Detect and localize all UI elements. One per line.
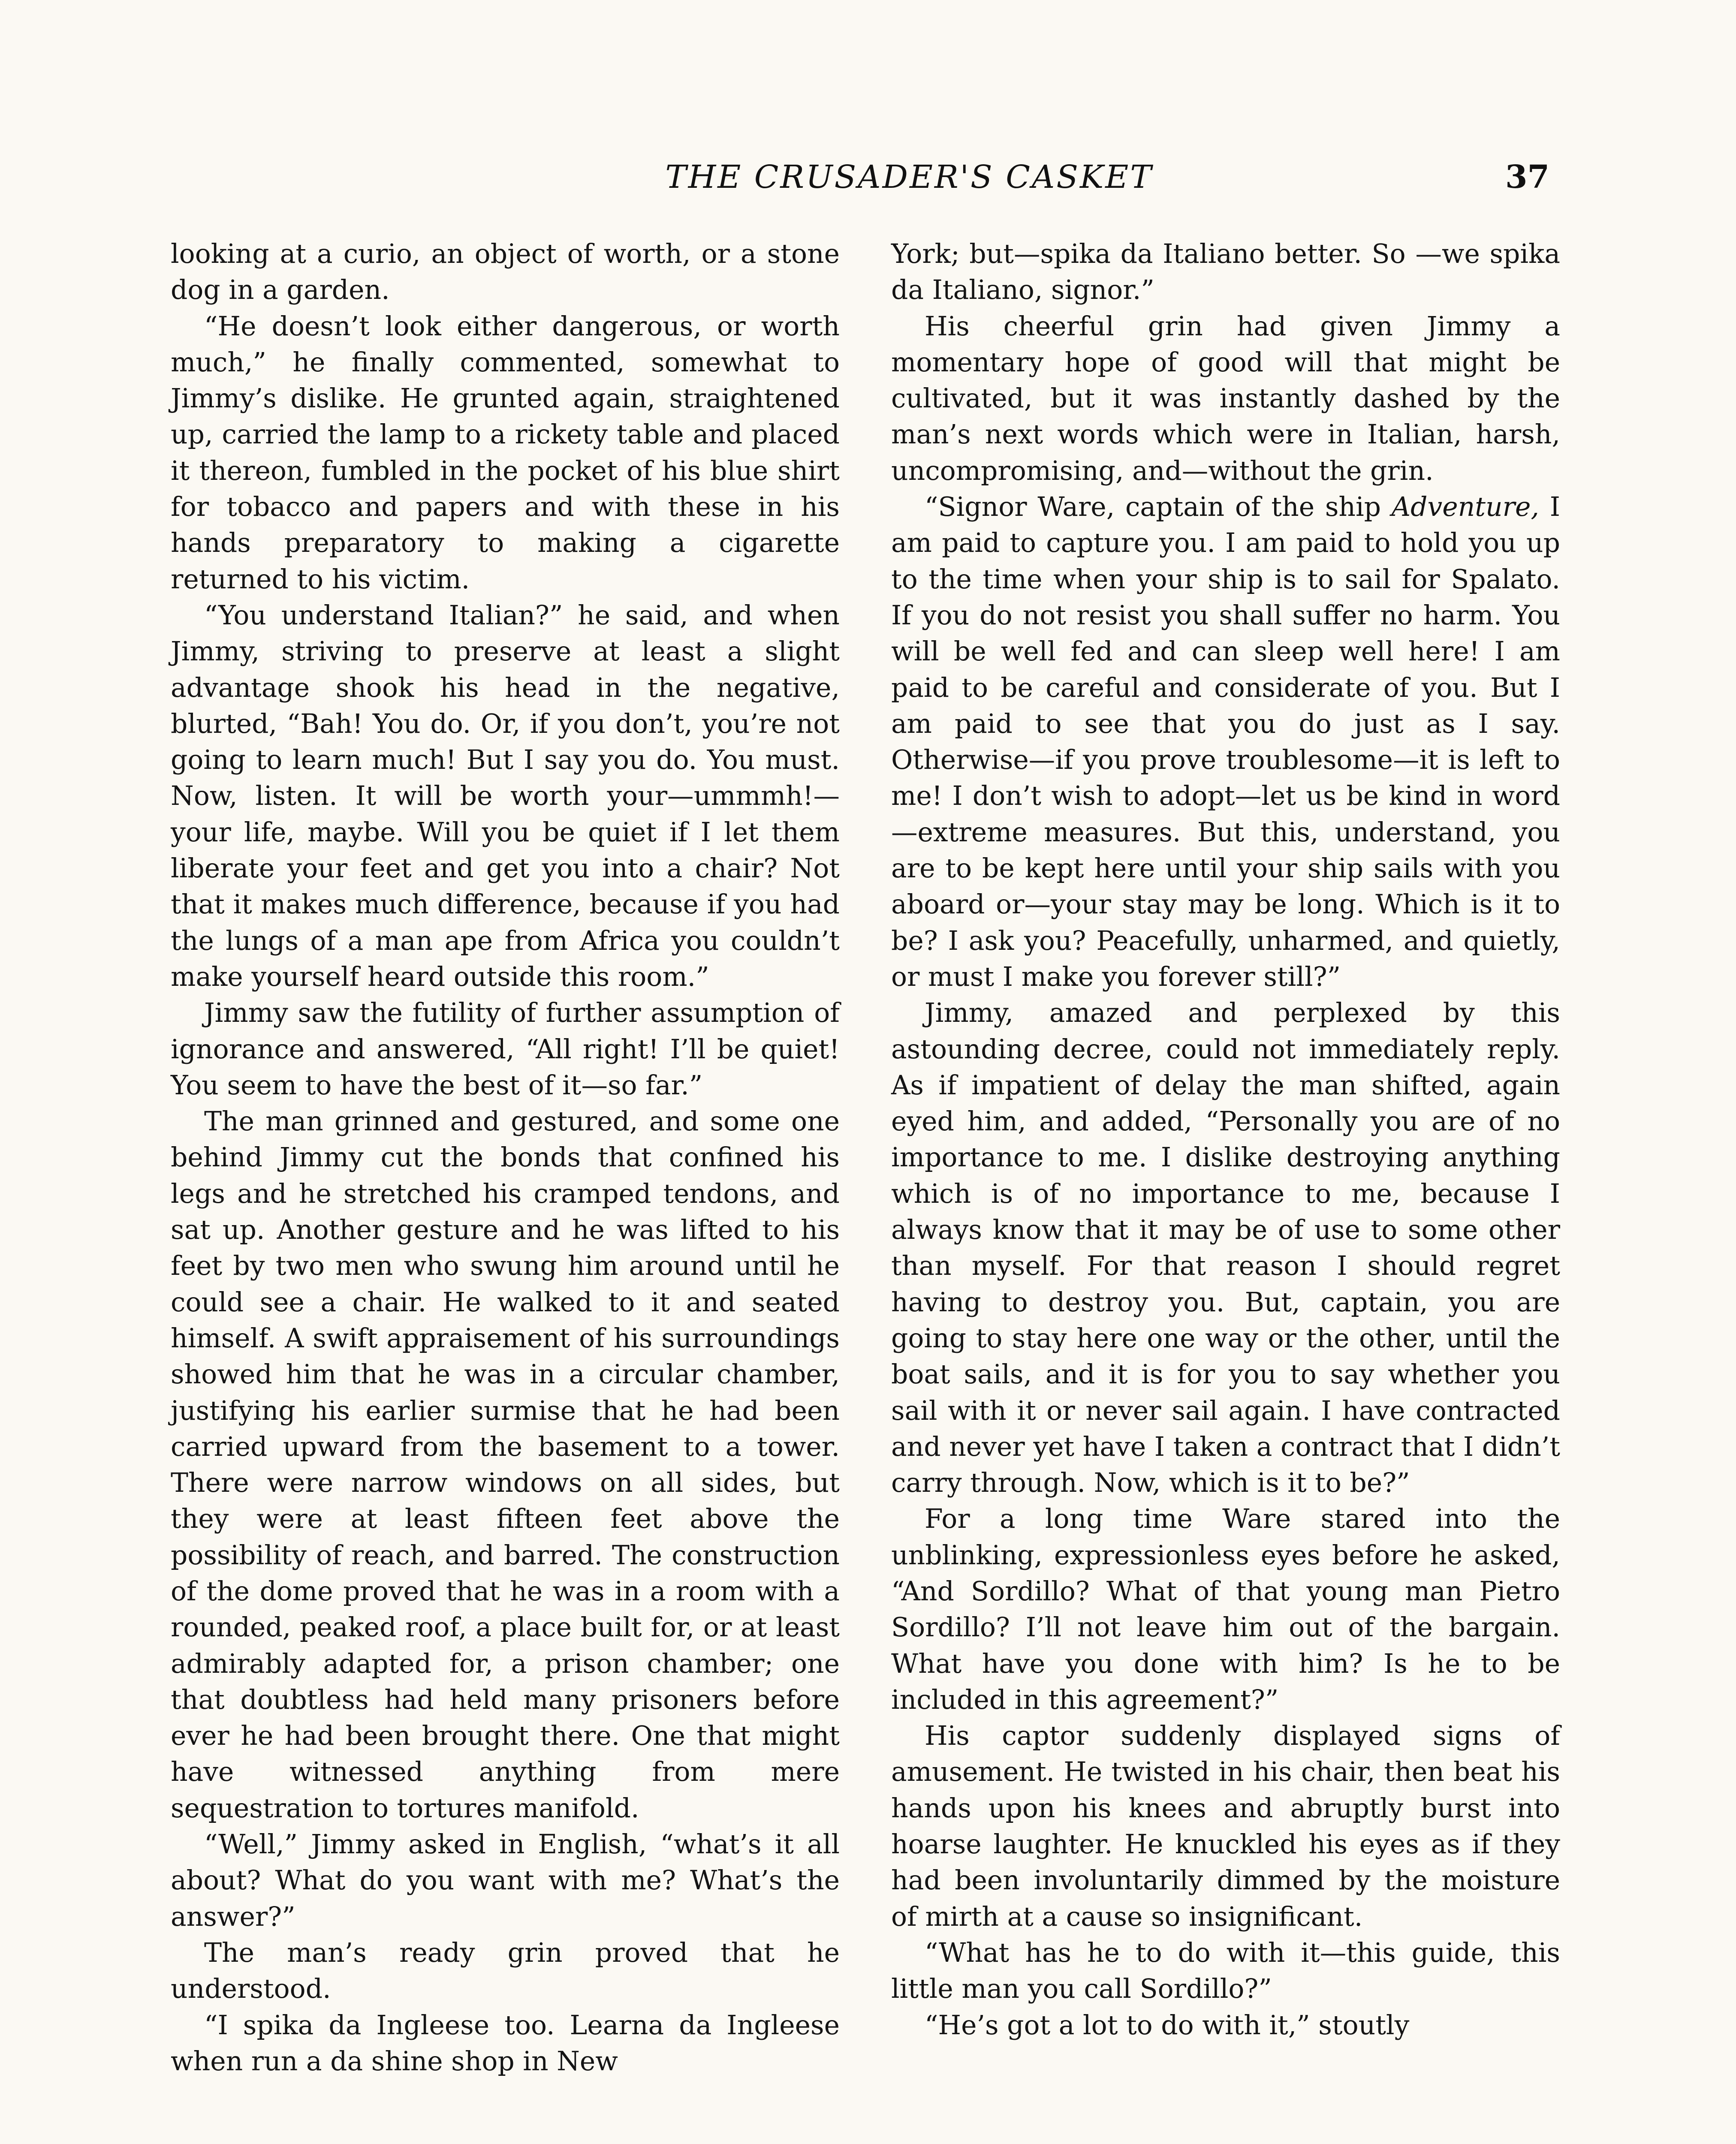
paragraph: “Well,” Jimmy asked in English, “what’s it all about? What do you want with me? What’s the answer?” — [171, 1829, 840, 1932]
paragraph: Jimmy saw the futility of further assumption of ignorance and answered, “All right! I’ll be quiet! You seem to have the best of it—so far.” — [171, 997, 840, 1101]
paragraph: “He’s got a lot to do with it,” stoutly — [925, 2009, 1410, 2041]
right-text-column — [891, 236, 1560, 2043]
ship-name: Adventure, — [1391, 491, 1539, 523]
paragraph: His captor suddenly displayed signs of amusement. He twisted in his chair, then beat his hands upon his knees and abruptly burst into hoarse laughter. He knuckled his eyes as if they had been involuntarily dimmed by the moisture of mirth at a cause so insignificant. — [891, 1720, 1560, 1932]
left-text-column — [171, 236, 840, 2079]
paragraph-text: “Signor Ware, captain of the ship — [925, 491, 1392, 523]
paragraph: The man’s ready grin proved that he understood. — [171, 1937, 840, 2005]
paragraph-text: I am paid to capture you. I am paid to hold you up to the time when your ship is to sail for Spalato. If you do not resist you shall suffer no harm. You will be well fed and can sleep well here! I am paid to be careful and considerate of you. But I am paid to see that you do just as I say. Otherwise—if you prove troublesome—it is left to me! I don’t wish to adopt—let us be kind in word—extreme measures. But this, understand, you are to be kept here until your ship sails with you aboard or—your stay may be long. Which is it to be? I ask you? Peacefully, unharmed, and quietly, or must I make you forever still?” — [891, 491, 1560, 992]
paragraph: Jimmy, amazed and perplexed by this astounding decree, could not immediately reply. As if impatient of delay the man shifted, again eyed him, and added, “Personally you are of no importance to me. I dislike destroying anything which is of no importance to me, because I always know that it may be of use to some other than myself. For that reason I should regret having to destroy you. But, captain, you are going to stay here one way or the other, until the boat sails, and it is for you to say whether you sail with it or never sail again. I have contracted and never yet have I taken a contract that I didn’t carry through. Now, which is it to be?” — [891, 997, 1560, 1499]
paragraph: York; but—spika da Italiano better. So —we spika da Italiano, signor.” — [891, 238, 1560, 306]
running-head-title: THE CRUSADER'S CASKET — [665, 159, 1153, 196]
page-number: 37 — [1505, 159, 1549, 196]
paragraph: For a long time Ware stared into the unblinking, expressionless eyes before he asked, “And Sordillo? What of that young man Pietro Sordillo? I’ll not leave him out of the bargain. What have you done with him? Is he to be included in this agreement?” — [891, 1503, 1560, 1715]
paragraph: “I spika da Ingleese too. Learna da Ingleese when run a da shine shop in New — [171, 2009, 840, 2077]
paragraph: The man grinned and gestured, and some one behind Jimmy cut the bonds that confined his legs and he stretched his cramped tendons, and sat up. Another gesture and he was lifted to his feet by two men who swung him around until he could see a chair. He walked to it and seated himself. A swift appraisement of his surroundings showed him that he was in a circular chamber, justifying his earlier surmise that he had been carried upward from the basement to a tower. There were narrow windows on all sides, but they were at least fifteen feet above the possibility of reach, and barred. The construction of the dome proved that he was in a room with a rounded, peaked roof, a place built for, or at least admirably adapted for, a prison chamber; one that doubtless had held many prisoners before ever he had been brought there. One that might have witnessed anything from mere sequestration to tortures manifold. — [171, 1106, 840, 1824]
paragraph: “You understand Italian?” he said, and when Jimmy, striving to preserve at least a slight advantage shook his head in the negative, blurted, “Bah! You do. Or, if you don’t, you’re not going to learn much! But I say you do. You must. Now, listen. It will be worth your—ummmh!—your life, maybe. Will you be quiet if I let them liberate your feet and get you into a chair? Not that it makes much difference, because if you had the lungs of a man ape from Africa you couldn’t make yourself heard outside this room.” — [171, 599, 840, 992]
paragraph: “He doesn’t look either dangerous, or worth much,” he finally commented, somewhat to Jimmy’s dislike. He grunted again, straightened up, carried the lamp to a rickety table and placed it thereon, fumbled in the pocket of his blue shirt for tobacco and papers and with these in his hands preparatory to making a cigarette returned to his victim. — [171, 310, 840, 595]
paragraph — [891, 489, 1560, 995]
paragraph: His cheerful grin had given Jimmy a momentary hope of good will that might be cultivated, but it was instantly dashed by the man’s next words which were in Italian, harsh, uncompromising, and—without the grin. — [891, 310, 1560, 486]
paragraph: looking at a curio, an object of worth, or a stone dog in a garden. — [171, 238, 840, 306]
paragraph: “What has he to do with it—this guide, this little man you call Sordillo?” — [891, 1937, 1560, 2005]
